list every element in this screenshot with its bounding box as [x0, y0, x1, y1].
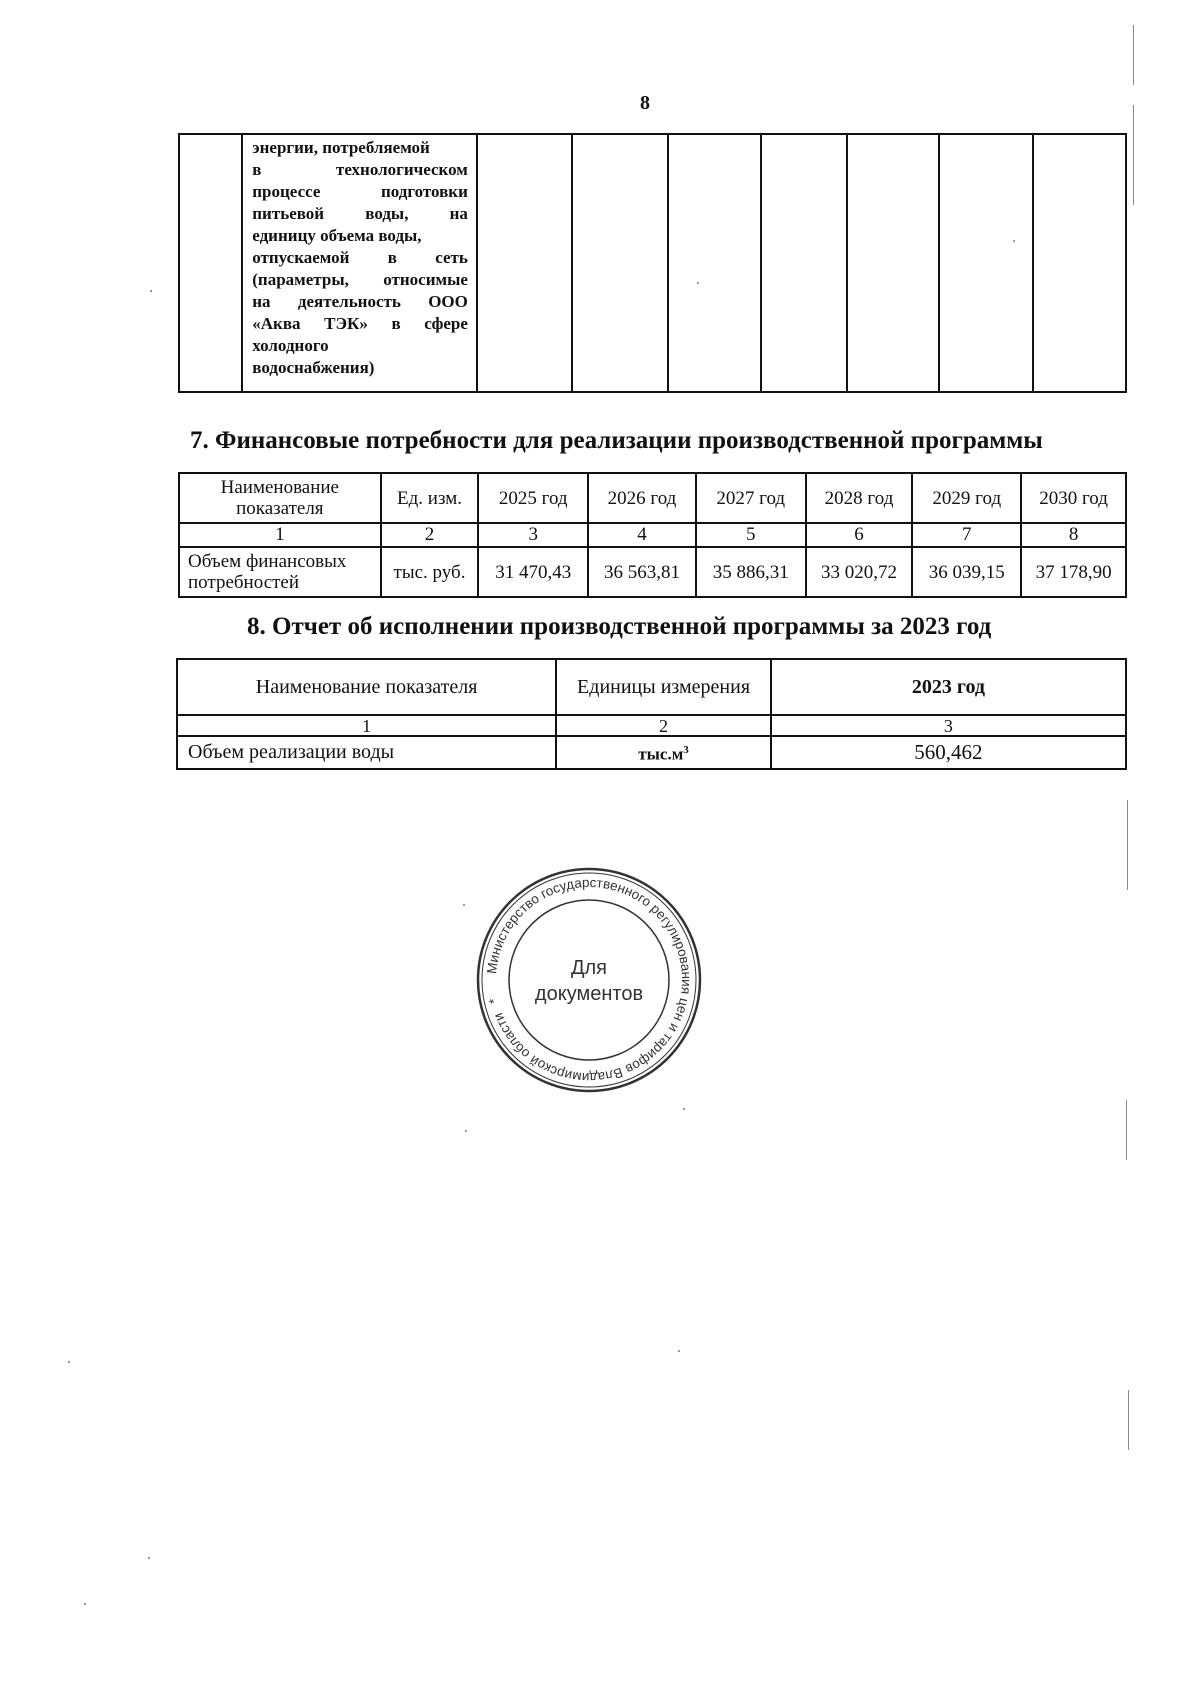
column-number: 8	[1021, 523, 1126, 547]
scan-speck	[84, 1603, 86, 1605]
scan-edge-mark	[1133, 105, 1134, 205]
description-line: энергии, потребляемой	[252, 138, 430, 157]
scan-edge-mark	[1127, 800, 1128, 890]
scan-speck	[683, 1108, 685, 1110]
empty-cell	[847, 134, 939, 392]
value-cell: 36 039,15	[912, 547, 1021, 597]
indicator-name: Объем финансовых потребностей	[179, 547, 381, 597]
empty-cell	[179, 134, 242, 392]
empty-cell	[572, 134, 667, 392]
scan-speck	[463, 904, 465, 906]
description-line: «Аква ТЭК» в сфере	[252, 314, 468, 333]
stamp-inner-ring	[509, 900, 669, 1060]
header-year: 2029 год	[912, 473, 1021, 523]
official-stamp	[475, 866, 703, 1094]
description-line: (параметры, относимые	[252, 270, 468, 289]
unit: тыс. руб.	[381, 547, 479, 597]
empty-cell	[1033, 134, 1127, 392]
stamp-outer-ring-inner	[482, 873, 696, 1087]
indicator-name: Объем реализации воды	[177, 736, 556, 769]
unit-text: тыс.м	[638, 744, 684, 764]
scan-edge-mark	[1128, 1390, 1129, 1450]
column-number: 3	[478, 523, 588, 547]
header-indicator-name: Наименование показателя	[179, 473, 381, 523]
column-number: 2	[381, 523, 479, 547]
scan-edge-mark	[1126, 1100, 1127, 1160]
stamp-outer-ring	[478, 869, 700, 1091]
page-number: 8	[640, 92, 650, 114]
empty-cell	[668, 134, 761, 392]
stamp-ring-text	[484, 875, 694, 1085]
value-cell: 36 563,81	[588, 547, 696, 597]
column-number: 4	[588, 523, 696, 547]
scan-speck	[697, 282, 699, 284]
description-line: единицу объема воды,	[252, 226, 422, 245]
header-indicator-name: Наименование показателя	[177, 659, 556, 715]
column-number: 1	[177, 715, 556, 736]
financial-needs-table	[178, 472, 1127, 598]
column-number: 7	[912, 523, 1021, 547]
scan-speck	[148, 1557, 150, 1559]
empty-cell	[939, 134, 1032, 392]
report-table	[176, 658, 1127, 770]
empty-cell	[761, 134, 847, 392]
description-line: процессе подготовки	[252, 182, 468, 201]
header-year: 2025 год	[478, 473, 588, 523]
unit	[556, 736, 771, 769]
indicator-description	[242, 134, 477, 392]
header-units: Единицы измерения	[556, 659, 771, 715]
description-line: на деятельность ООО	[252, 292, 468, 311]
header-year: 2027 год	[696, 473, 806, 523]
continuation-table	[178, 133, 1127, 393]
value-cell: 37 178,90	[1021, 547, 1126, 597]
column-number: 2	[556, 715, 771, 736]
column-number: 1	[179, 523, 381, 547]
column-number: 6	[806, 523, 913, 547]
stamp-center-line1: Для	[570, 957, 608, 979]
header-year: 2028 год	[806, 473, 913, 523]
description-line: в технологическом	[252, 160, 468, 179]
stamp-star: *	[485, 996, 502, 1006]
value-cell: 31 470,43	[478, 547, 588, 597]
value-cell: 33 020,72	[806, 547, 913, 597]
header-year: 2023 год	[771, 659, 1126, 715]
empty-cell	[477, 134, 572, 392]
value-cell: 35 886,31	[696, 547, 806, 597]
header-year: 2030 год	[1021, 473, 1126, 523]
stamp-ring-textpath	[484, 875, 694, 1085]
description-line: отпускаемой в сеть	[252, 248, 468, 267]
header-unit: Ед. изм.	[381, 473, 479, 523]
description-line: водоснабжения)	[252, 358, 375, 377]
description-line: питьевой воды, на	[252, 204, 468, 223]
scan-speck	[678, 1350, 680, 1352]
stamp-ring-text-content: Министерство государственного регулирования цен и тарифов Владимирской области	[484, 874, 695, 1086]
section-8-heading: 8. Отчет об исполнении производственной программы за 2023 год	[247, 613, 992, 640]
stamp-center-line2: документов	[534, 983, 644, 1005]
scan-speck	[68, 1361, 70, 1363]
header-year: 2026 год	[588, 473, 696, 523]
section-7-heading: 7. Финансовые потребности для реализации производственной программы	[190, 427, 1043, 454]
value-cell: 560,462	[771, 736, 1126, 769]
scan-speck	[1013, 240, 1015, 242]
description-line: холодного	[252, 336, 329, 355]
scan-edge-mark	[1133, 25, 1134, 85]
column-number: 5	[696, 523, 806, 547]
scan-speck	[465, 1130, 467, 1132]
column-number: 3	[771, 715, 1126, 736]
unit-superscript: 3	[683, 744, 689, 756]
scan-speck	[150, 290, 152, 292]
